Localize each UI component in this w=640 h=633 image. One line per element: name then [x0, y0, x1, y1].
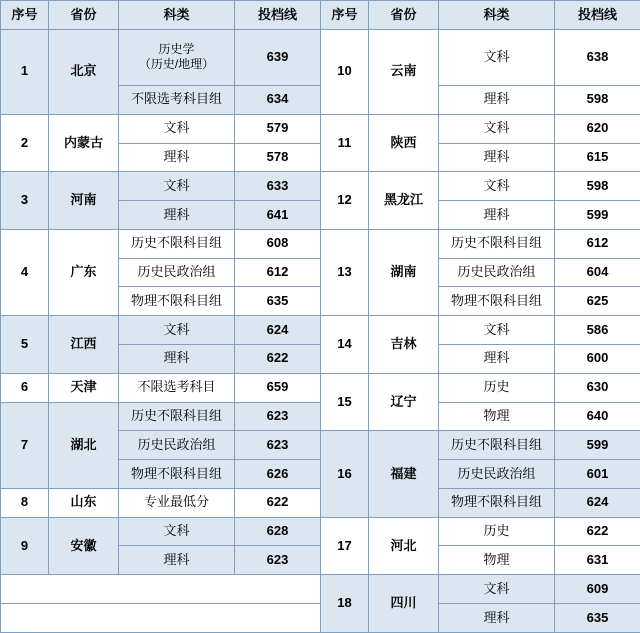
row-no-left: 8	[1, 488, 49, 517]
row-province-left: 安徽	[49, 517, 119, 575]
row-score-left: 628	[235, 517, 321, 546]
row-category-right: 历史	[439, 517, 555, 546]
row-score-right: 599	[555, 431, 640, 460]
row-province-left: 山东	[49, 488, 119, 517]
header-province-right: 省份	[369, 1, 439, 30]
row-category-right: 文科	[439, 172, 555, 201]
row-category-right: 理科	[439, 345, 555, 374]
row-score-left: 623	[235, 431, 321, 460]
row-no-right: 12	[321, 172, 369, 230]
row-category-right: 文科	[439, 114, 555, 143]
row-score-right: 609	[555, 575, 640, 604]
table-row	[1, 604, 640, 633]
row-category-left: 理科	[119, 345, 235, 374]
row-score-left: 623	[235, 402, 321, 431]
row-province-left: 河南	[49, 172, 119, 230]
row-score-left: 622	[235, 488, 321, 517]
row-category-left: 历史学 （历史/地理）	[119, 30, 235, 86]
row-no-left: 4	[1, 229, 49, 315]
row-no-right: 18	[321, 575, 369, 633]
row-province-right: 陕西	[369, 114, 439, 172]
row-score-left: 579	[235, 114, 321, 143]
row-score-right: 612	[555, 229, 640, 258]
row-province-right: 四川	[369, 575, 439, 633]
table-row	[1, 575, 640, 604]
row-score-right: 620	[555, 114, 640, 143]
row-score-left: 624	[235, 316, 321, 345]
row-province-left: 江西	[49, 316, 119, 374]
row-no-right: 10	[321, 30, 369, 115]
row-category-right: 历史不限科目组	[439, 229, 555, 258]
row-category-right: 理科	[439, 201, 555, 230]
row-category-left: 文科	[119, 114, 235, 143]
row-province-right: 湖南	[369, 229, 439, 315]
row-score-left: 659	[235, 373, 321, 402]
row-score-left: 639	[235, 30, 321, 86]
row-category-right: 文科	[439, 30, 555, 86]
table-row	[1, 488, 640, 517]
row-province-right: 云南	[369, 30, 439, 115]
row-score-left: 633	[235, 172, 321, 201]
row-no-right: 13	[321, 229, 369, 315]
row-category-right: 历史民政治组	[439, 258, 555, 287]
row-score-left: 635	[235, 287, 321, 316]
table-row	[1, 172, 640, 201]
row-no-left: 6	[1, 373, 49, 402]
row-score-right: 624	[555, 488, 640, 517]
row-category-right: 理科	[439, 604, 555, 633]
row-score-left: 634	[235, 85, 321, 114]
row-province-right: 河北	[369, 517, 439, 575]
row-score-right: 635	[555, 604, 640, 633]
row-score-right: 622	[555, 517, 640, 546]
row-no-right: 17	[321, 517, 369, 575]
row-score-left: 608	[235, 229, 321, 258]
row-category-left: 历史不限科目组	[119, 229, 235, 258]
table-row	[1, 517, 640, 546]
row-score-left: 612	[235, 258, 321, 287]
row-category-left: 理科	[119, 143, 235, 172]
row-province-left: 北京	[49, 30, 119, 115]
row-no-right: 14	[321, 316, 369, 374]
table-row	[1, 229, 640, 258]
row-score-right: 586	[555, 316, 640, 345]
row-category-right: 物理不限科目组	[439, 488, 555, 517]
row-no-left: 1	[1, 30, 49, 115]
row-category-right: 历史民政治组	[439, 460, 555, 489]
row-no-left: 9	[1, 517, 49, 575]
row-category-left: 文科	[119, 517, 235, 546]
row-score-right: 601	[555, 460, 640, 489]
row-category-left: 不限选考科目	[119, 373, 235, 402]
row-no-left: 2	[1, 114, 49, 172]
header-row	[1, 1, 640, 30]
row-score-left: 626	[235, 460, 321, 489]
row-score-right: 631	[555, 546, 640, 575]
row-category-left: 不限选考科目组	[119, 85, 235, 114]
row-category-right: 文科	[439, 575, 555, 604]
table-row	[1, 30, 640, 86]
row-no-left: 3	[1, 172, 49, 230]
row-category-left: 历史民政治组	[119, 431, 235, 460]
row-province-left: 湖北	[49, 402, 119, 488]
table-row	[1, 316, 640, 345]
header-score-right: 投档线	[555, 1, 640, 30]
row-category-right: 历史不限科目组	[439, 431, 555, 460]
row-no-left: 5	[1, 316, 49, 374]
empty-cell	[1, 575, 321, 604]
row-category-left: 物理不限科目组	[119, 460, 235, 489]
header-province-left: 省份	[49, 1, 119, 30]
row-category-left: 专业最低分	[119, 488, 235, 517]
row-score-right: 638	[555, 30, 640, 86]
row-score-left: 578	[235, 143, 321, 172]
table-row	[1, 402, 640, 431]
header-category-right: 科类	[439, 1, 555, 30]
row-category-left: 历史民政治组	[119, 258, 235, 287]
row-score-right: 640	[555, 402, 640, 431]
empty-cell	[1, 604, 321, 633]
row-score-left: 622	[235, 345, 321, 374]
row-no-right: 16	[321, 431, 369, 517]
row-score-left: 623	[235, 546, 321, 575]
row-category-left: 理科	[119, 546, 235, 575]
header-score-left: 投档线	[235, 1, 321, 30]
row-province-right: 辽宁	[369, 373, 439, 431]
row-score-right: 615	[555, 143, 640, 172]
row-category-left: 历史不限科目组	[119, 402, 235, 431]
row-score-right: 630	[555, 373, 640, 402]
table-row	[1, 114, 640, 143]
row-category-right: 历史	[439, 373, 555, 402]
row-category-left: 文科	[119, 172, 235, 201]
row-score-right: 625	[555, 287, 640, 316]
header-no-right: 序号	[321, 1, 369, 30]
row-province-left: 天津	[49, 373, 119, 402]
row-score-left: 641	[235, 201, 321, 230]
row-category-right: 物理不限科目组	[439, 287, 555, 316]
row-province-right: 吉林	[369, 316, 439, 374]
row-category-left: 理科	[119, 201, 235, 230]
row-province-right: 黑龙江	[369, 172, 439, 230]
row-no-left: 7	[1, 402, 49, 488]
row-category-left: 物理不限科目组	[119, 287, 235, 316]
table-body	[1, 30, 640, 633]
row-score-right: 598	[555, 172, 640, 201]
row-score-right: 600	[555, 345, 640, 374]
row-no-right: 15	[321, 373, 369, 431]
row-category-right: 物理	[439, 546, 555, 575]
row-score-right: 599	[555, 201, 640, 230]
header-no-left: 序号	[1, 1, 49, 30]
row-score-right: 604	[555, 258, 640, 287]
row-province-left: 广东	[49, 229, 119, 315]
table-row	[1, 373, 640, 402]
header-category-left: 科类	[119, 1, 235, 30]
row-category-right: 理科	[439, 85, 555, 114]
row-category-right: 物理	[439, 402, 555, 431]
row-province-right: 福建	[369, 431, 439, 517]
row-score-right: 598	[555, 85, 640, 114]
row-no-right: 11	[321, 114, 369, 172]
row-category-right: 文科	[439, 316, 555, 345]
row-category-left: 文科	[119, 316, 235, 345]
row-category-right: 理科	[439, 143, 555, 172]
row-province-left: 内蒙古	[49, 114, 119, 172]
table-header	[1, 1, 640, 30]
